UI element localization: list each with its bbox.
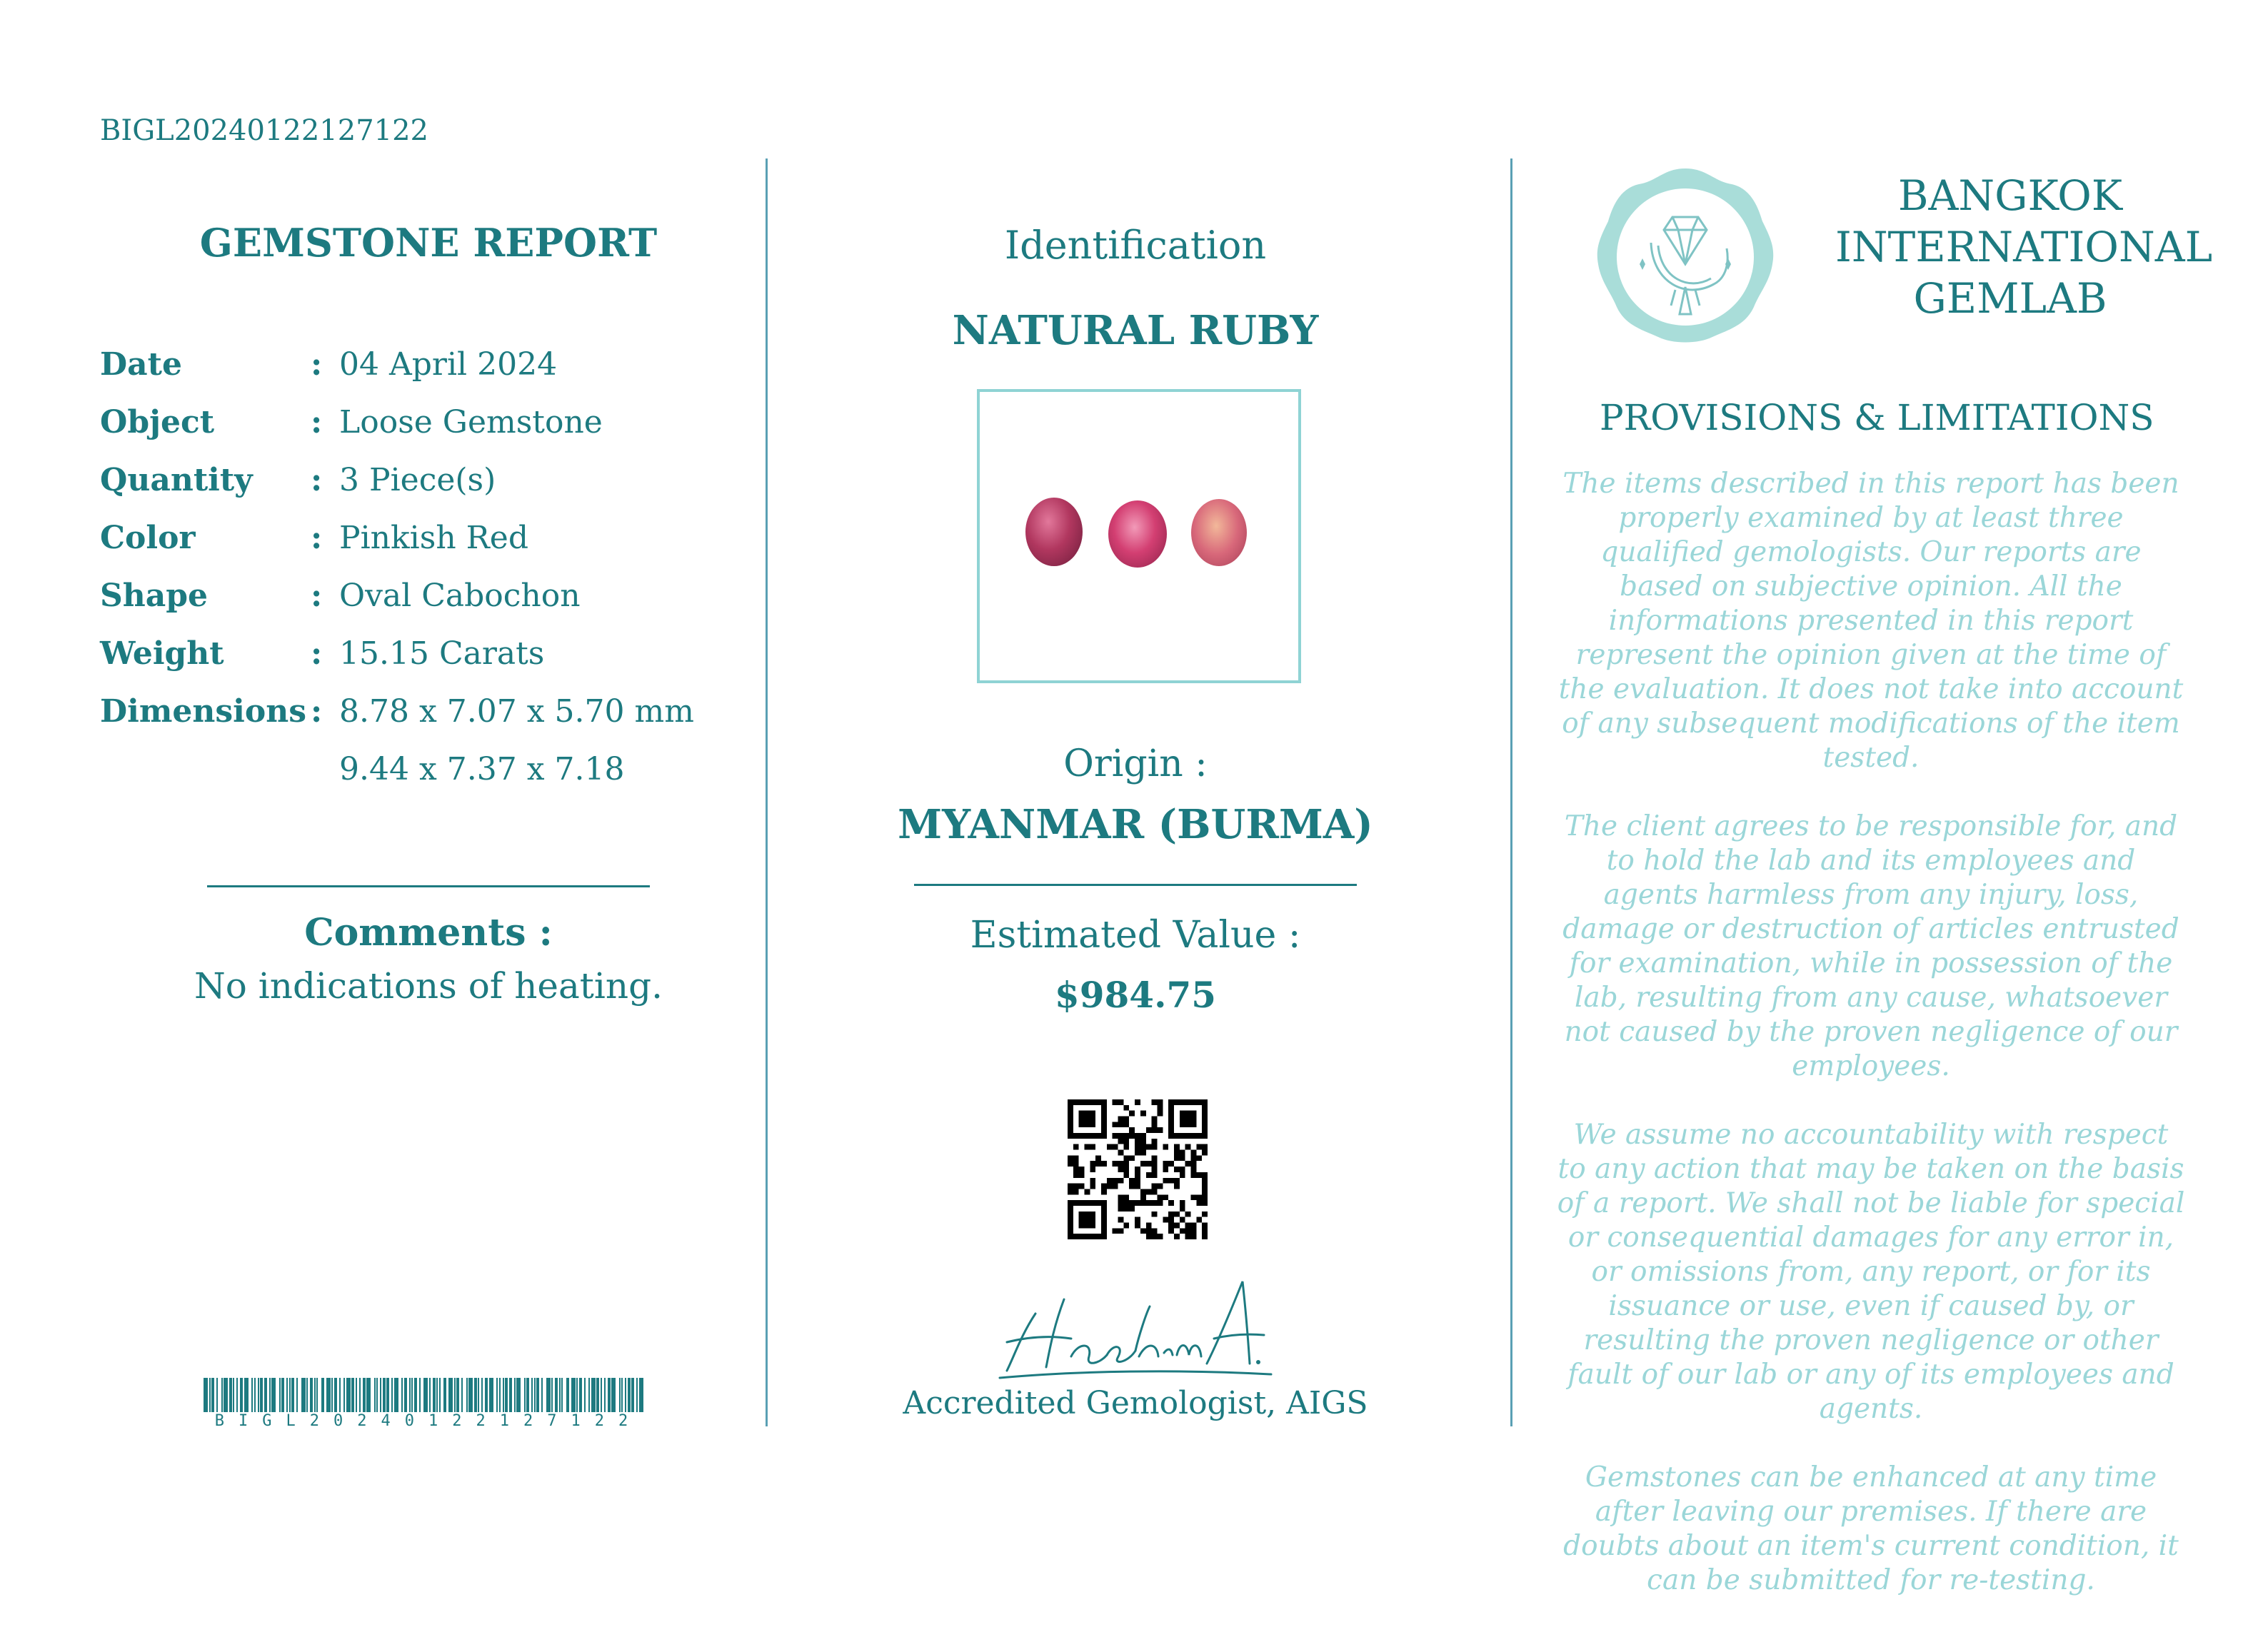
- qr-module: [1113, 1184, 1118, 1189]
- field-label: Weight: [100, 635, 224, 672]
- qr-module: [1196, 1200, 1202, 1206]
- qr-module: [1157, 1194, 1163, 1200]
- qr-module: [1202, 1228, 1208, 1234]
- qr-module: [1146, 1228, 1152, 1234]
- qr-module: [1196, 1155, 1202, 1161]
- qr-module: [1168, 1228, 1174, 1234]
- field-label: Date: [100, 346, 182, 383]
- gem-stone-3: [1191, 499, 1247, 566]
- qr-module: [1073, 1189, 1079, 1194]
- gem-photo: [977, 389, 1301, 683]
- qr-module: [1185, 1228, 1191, 1234]
- qr-module: [1085, 1144, 1090, 1150]
- qr-module: [1118, 1099, 1124, 1105]
- qr-module: [1135, 1133, 1140, 1139]
- qr-module: [1146, 1189, 1152, 1194]
- qr-module: [1202, 1194, 1208, 1200]
- qr-module: [1123, 1172, 1129, 1178]
- qr-module: [1123, 1222, 1129, 1228]
- qr-module: [1168, 1178, 1174, 1184]
- qr-module: [1146, 1172, 1152, 1178]
- qr-module: [1073, 1161, 1079, 1167]
- qr-module: [1174, 1178, 1180, 1184]
- provisions-text: [1557, 467, 2185, 1632]
- qr-module: [1073, 1144, 1079, 1150]
- provisions-paragraph: We assume no accountability with respect to any action that may be taken on the basis of a report. We shall not be liable for special or consequential damages for any error in, or omissions from, any report, or for its issuance or use, even if caused by, or resulting the proven negligence or other fault of our lab or any of its employees and agents.: [1557, 1119, 2185, 1425]
- estimated-value: $984.75: [1054, 974, 1217, 1016]
- qr-module: [1118, 1217, 1124, 1223]
- qr-module: [1202, 1200, 1208, 1206]
- field-row-quantity: [100, 451, 728, 509]
- qr-module: [1123, 1194, 1129, 1200]
- qr-module: [1123, 1167, 1129, 1172]
- qr-module: [1113, 1133, 1118, 1139]
- qr-module: [1174, 1144, 1180, 1150]
- qr-module: [1190, 1228, 1196, 1234]
- qr-module: [1180, 1217, 1185, 1223]
- barcode-gap: [643, 1378, 647, 1412]
- qr-module: [1129, 1184, 1135, 1189]
- field-colon: :: [311, 578, 323, 614]
- comments-title: Comments :: [304, 911, 553, 954]
- field-label: Shape: [100, 578, 209, 614]
- qr-module: [1079, 1184, 1085, 1189]
- qr-module: [1157, 1111, 1163, 1117]
- barcode-text: BIGL20240122127122: [214, 1412, 643, 1430]
- qr-module: [1180, 1200, 1185, 1206]
- qr-module: [1174, 1234, 1180, 1239]
- qr-module: [1152, 1212, 1158, 1217]
- qr-module: [1123, 1139, 1129, 1144]
- provisions-paragraph: The client agrees to be responsible for, and to hold the lab and its employees and agents harmless from any injury, loss, damage or destruction of articles entrusted for examination, while in possession of the lab, resulting from any cause, whatsoever not caused by the proven negligence of our employees.: [1562, 810, 2179, 1082]
- qr-module: [1090, 1184, 1095, 1189]
- qr-module: [1135, 1139, 1140, 1144]
- qr-module: [1068, 1155, 1073, 1161]
- qr-module: [1140, 1161, 1146, 1167]
- qr-module: [1163, 1167, 1168, 1172]
- field-row-color: [100, 509, 728, 567]
- barcode-icon: [204, 1378, 653, 1412]
- qr-module: [1085, 1189, 1090, 1194]
- seal-logo-icon: [1592, 164, 1778, 350]
- qr-module: [1101, 1161, 1107, 1167]
- qr-module: [1118, 1206, 1124, 1212]
- qr-module: [1180, 1155, 1185, 1161]
- field-value: 8.78 x 7.07 x 5.70 mm: [339, 693, 694, 730]
- field-value: 15.15 Carats: [339, 635, 545, 672]
- qr-module: [1180, 1228, 1185, 1234]
- qr-module: [1129, 1206, 1135, 1212]
- qr-module: [1152, 1161, 1158, 1167]
- qr-module: [1202, 1150, 1208, 1156]
- qr-module: [1135, 1144, 1140, 1150]
- qr-module: [1202, 1222, 1208, 1228]
- qr-module: [1123, 1206, 1129, 1212]
- field-row-date: [100, 336, 728, 393]
- field-colon: :: [311, 346, 323, 383]
- qr-module: [1190, 1150, 1196, 1156]
- qr-module: [1185, 1212, 1191, 1217]
- origin-value: MYANMAR (BURMA): [898, 801, 1373, 848]
- qr-module: [1190, 1194, 1196, 1200]
- qr-module: [1068, 1161, 1073, 1167]
- qr-module: [1095, 1161, 1101, 1167]
- qr-module: [1123, 1161, 1129, 1167]
- qr-code-icon[interactable]: [1068, 1099, 1208, 1239]
- lab-name-line1: BANGKOK: [1897, 171, 2123, 220]
- field-colon: :: [311, 404, 323, 440]
- qr-module: [1118, 1167, 1124, 1172]
- qr-module: [1146, 1222, 1152, 1228]
- field-colon: :: [311, 635, 323, 672]
- qr-module: [1185, 1144, 1191, 1150]
- qr-module: [1196, 1144, 1202, 1150]
- qr-module: [1152, 1122, 1158, 1127]
- qr-module: [1135, 1217, 1140, 1223]
- qr-module: [1157, 1234, 1163, 1239]
- qr-module: [1202, 1189, 1208, 1194]
- field-colon: :: [311, 520, 323, 556]
- qr-module: [1168, 1217, 1174, 1223]
- qr-module: [1090, 1144, 1095, 1150]
- qr-module: [1152, 1228, 1158, 1234]
- qr-module: [1095, 1155, 1101, 1161]
- qr-module: [1163, 1178, 1168, 1184]
- qr-module: [1174, 1167, 1180, 1172]
- field-row-dimensions-2: [100, 740, 728, 798]
- identification-label: Identification: [1004, 223, 1267, 268]
- qr-module: [1146, 1234, 1152, 1239]
- qr-module: [1079, 1167, 1085, 1172]
- qr-module: [1180, 1206, 1185, 1212]
- qr-module: [1129, 1133, 1135, 1139]
- qr-module: [1129, 1200, 1135, 1206]
- qr-module: [1073, 1172, 1079, 1178]
- qr-module: [1202, 1178, 1208, 1184]
- field-colon: :: [311, 462, 323, 498]
- qr-module: [1123, 1122, 1129, 1127]
- qr-module: [1185, 1234, 1191, 1239]
- qr-module: [1135, 1172, 1140, 1178]
- field-label: Object: [100, 404, 215, 440]
- qr-module: [1163, 1161, 1168, 1167]
- qr-module: [1140, 1111, 1146, 1117]
- qr-module: [1123, 1117, 1129, 1122]
- qr-module: [1118, 1122, 1124, 1127]
- qr-module: [1118, 1117, 1124, 1122]
- qr-module: [1163, 1217, 1168, 1223]
- qr-module: [1152, 1172, 1158, 1178]
- qr-finder: [1079, 1111, 1096, 1128]
- qr-module: [1157, 1099, 1163, 1105]
- qr-module: [1185, 1161, 1191, 1167]
- qr-module: [1174, 1155, 1180, 1161]
- qr-module: [1113, 1144, 1118, 1150]
- qr-module: [1135, 1099, 1140, 1105]
- qr-module: [1168, 1200, 1174, 1206]
- qr-module: [1140, 1139, 1146, 1144]
- qr-module: [1135, 1200, 1140, 1206]
- identification-value: NATURAL RUBY: [952, 307, 1319, 354]
- qr-module: [1123, 1155, 1129, 1161]
- qr-module: [1118, 1161, 1124, 1167]
- qr-module: [1152, 1139, 1158, 1144]
- qr-module: [1135, 1178, 1140, 1184]
- qr-module: [1068, 1184, 1073, 1189]
- qr-module: [1113, 1178, 1118, 1184]
- provisions-paragraph: The items described in this report has been properly examined by at least three qualified gemologists. Our reports are based on subjective opinion. All the informations presented in this report represent the opinion given at the time of the evaluation. It does not take into account of any subsequent modifications of the item tested.: [1558, 468, 2184, 774]
- field-label: Dimensions: [100, 693, 307, 730]
- qr-module: [1123, 1105, 1129, 1111]
- qr-module: [1152, 1117, 1158, 1122]
- field-colon: :: [311, 693, 323, 730]
- qr-module: [1101, 1184, 1107, 1189]
- qr-module: [1146, 1161, 1152, 1167]
- qr-module: [1118, 1133, 1124, 1139]
- column-divider-right: [1510, 158, 1512, 1426]
- qr-finder: [1180, 1111, 1197, 1128]
- qr-finder: [1079, 1212, 1096, 1229]
- qr-module: [1140, 1150, 1146, 1156]
- qr-module: [1140, 1194, 1146, 1200]
- qr-module: [1202, 1172, 1208, 1178]
- qr-module: [1073, 1155, 1079, 1161]
- qr-module: [1129, 1178, 1135, 1184]
- qr-module: [1135, 1222, 1140, 1228]
- qr-module: [1101, 1189, 1107, 1194]
- qr-module: [1107, 1178, 1113, 1184]
- report-title: GEMSTONE REPORT: [199, 220, 658, 266]
- field-row-weight: [100, 625, 728, 682]
- qr-module: [1202, 1144, 1208, 1150]
- qr-module: [1140, 1200, 1146, 1206]
- qr-module: [1190, 1234, 1196, 1239]
- qr-module: [1129, 1127, 1135, 1133]
- qr-module: [1146, 1200, 1152, 1206]
- qr-module: [1168, 1212, 1174, 1217]
- qr-module: [1190, 1161, 1196, 1167]
- qr-module: [1196, 1217, 1202, 1223]
- qr-module: [1090, 1167, 1095, 1172]
- qr-module: [1180, 1167, 1185, 1172]
- qr-module: [1152, 1189, 1158, 1194]
- qr-module: [1107, 1184, 1113, 1189]
- estimated-value-label: Estimated Value :: [970, 914, 1301, 957]
- qr-module: [1152, 1144, 1158, 1150]
- qr-module: [1118, 1139, 1124, 1144]
- signature-icon: [993, 1271, 1278, 1385]
- qr-module: [1168, 1222, 1174, 1228]
- origin-label: Origin :: [1063, 742, 1208, 785]
- qr-module: [1190, 1167, 1196, 1172]
- qr-module: [1090, 1178, 1095, 1184]
- qr-module: [1123, 1144, 1129, 1150]
- qr-module: [1068, 1189, 1073, 1194]
- qr-module: [1107, 1144, 1113, 1150]
- qr-module: [1113, 1228, 1118, 1234]
- qr-module: [1118, 1150, 1124, 1156]
- qr-module: [1174, 1184, 1180, 1189]
- qr-module: [1129, 1111, 1135, 1117]
- lab-name: [1835, 170, 2213, 324]
- gem-stone-1: [1025, 498, 1083, 566]
- qr-module: [1113, 1122, 1118, 1127]
- qr-module: [1135, 1167, 1140, 1172]
- lab-name-line3: GEMLAB: [1913, 274, 2107, 323]
- field-value: Oval Cabochon: [339, 578, 581, 614]
- value-divider: [914, 884, 1357, 886]
- qr-module: [1152, 1167, 1158, 1172]
- qr-module: [1140, 1228, 1146, 1234]
- qr-module: [1202, 1234, 1208, 1239]
- qr-module: [1174, 1212, 1180, 1217]
- qr-module: [1118, 1194, 1124, 1200]
- qr-module: [1146, 1144, 1152, 1150]
- qr-module: [1118, 1200, 1124, 1206]
- qr-module: [1113, 1099, 1118, 1105]
- qr-module: [1185, 1222, 1191, 1228]
- qr-module: [1196, 1172, 1202, 1178]
- report-number: BIGL20240122127122: [100, 114, 428, 147]
- comments-text: No indications of heating.: [194, 965, 663, 1007]
- qr-module: [1180, 1172, 1185, 1178]
- qr-module: [1152, 1184, 1158, 1189]
- qr-module: [1146, 1127, 1152, 1133]
- field-label: Color: [100, 520, 196, 556]
- qr-module: [1157, 1105, 1163, 1111]
- qr-module: [1135, 1184, 1140, 1189]
- qr-module: [1157, 1184, 1163, 1189]
- qr-module: [1079, 1172, 1085, 1178]
- qr-module: [1113, 1161, 1118, 1167]
- field-value: Loose Gemstone: [339, 404, 603, 440]
- field-row-object: [100, 393, 728, 451]
- qr-module: [1073, 1184, 1079, 1189]
- provisions-paragraph: Gemstones can be enhanced at any time after leaving our premises. If there are doubts about an item's current condition, it can be submitted for re-testing.: [1563, 1461, 2179, 1596]
- qr-module: [1129, 1155, 1135, 1161]
- qr-module: [1163, 1194, 1168, 1200]
- qr-module: [1196, 1194, 1202, 1200]
- qr-module: [1168, 1161, 1174, 1167]
- qr-module: [1152, 1155, 1158, 1161]
- qr-module: [1118, 1228, 1124, 1234]
- qr-module: [1174, 1222, 1180, 1228]
- qr-module: [1140, 1189, 1146, 1194]
- qr-module: [1123, 1200, 1129, 1206]
- column-divider-left: [766, 158, 768, 1426]
- qr-module: [1163, 1144, 1168, 1150]
- qr-module: [1202, 1184, 1208, 1189]
- qr-module: [1202, 1212, 1208, 1217]
- signature-caption: Accredited Gemologist, AIGS: [903, 1385, 1368, 1421]
- qr-module: [1157, 1127, 1163, 1133]
- qr-module: [1135, 1150, 1140, 1156]
- lab-name-line2: INTERNATIONAL: [1835, 223, 2213, 271]
- qr-module: [1073, 1167, 1079, 1172]
- field-label: Quantity: [100, 462, 253, 498]
- qr-module: [1140, 1144, 1146, 1150]
- field-value: 3 Piece(s): [339, 462, 496, 498]
- qr-module: [1090, 1161, 1095, 1167]
- field-value: Pinkish Red: [339, 520, 528, 556]
- qr-module: [1190, 1222, 1196, 1228]
- qr-module: [1152, 1127, 1158, 1133]
- comments-divider: [207, 885, 650, 887]
- qr-module: [1174, 1150, 1180, 1156]
- qr-module: [1123, 1133, 1129, 1139]
- qr-module: [1140, 1133, 1146, 1139]
- qr-module: [1118, 1178, 1124, 1184]
- qr-module: [1157, 1200, 1163, 1206]
- gem-details: [100, 336, 728, 798]
- qr-module: [1180, 1150, 1185, 1156]
- qr-module: [1152, 1234, 1158, 1239]
- field-row-dimensions: [100, 682, 728, 740]
- field-value: 9.44 x 7.37 x 7.18: [339, 751, 625, 787]
- field-value: 04 April 2024: [339, 346, 558, 383]
- qr-module: [1190, 1155, 1196, 1161]
- gem-stone-2: [1108, 500, 1167, 568]
- qr-module: [1190, 1172, 1196, 1178]
- field-row-shape: [100, 567, 728, 625]
- qr-module: [1152, 1099, 1158, 1105]
- qr-module: [1152, 1200, 1158, 1206]
- provisions-title: PROVISIONS & LIMITATIONS: [1600, 397, 2154, 438]
